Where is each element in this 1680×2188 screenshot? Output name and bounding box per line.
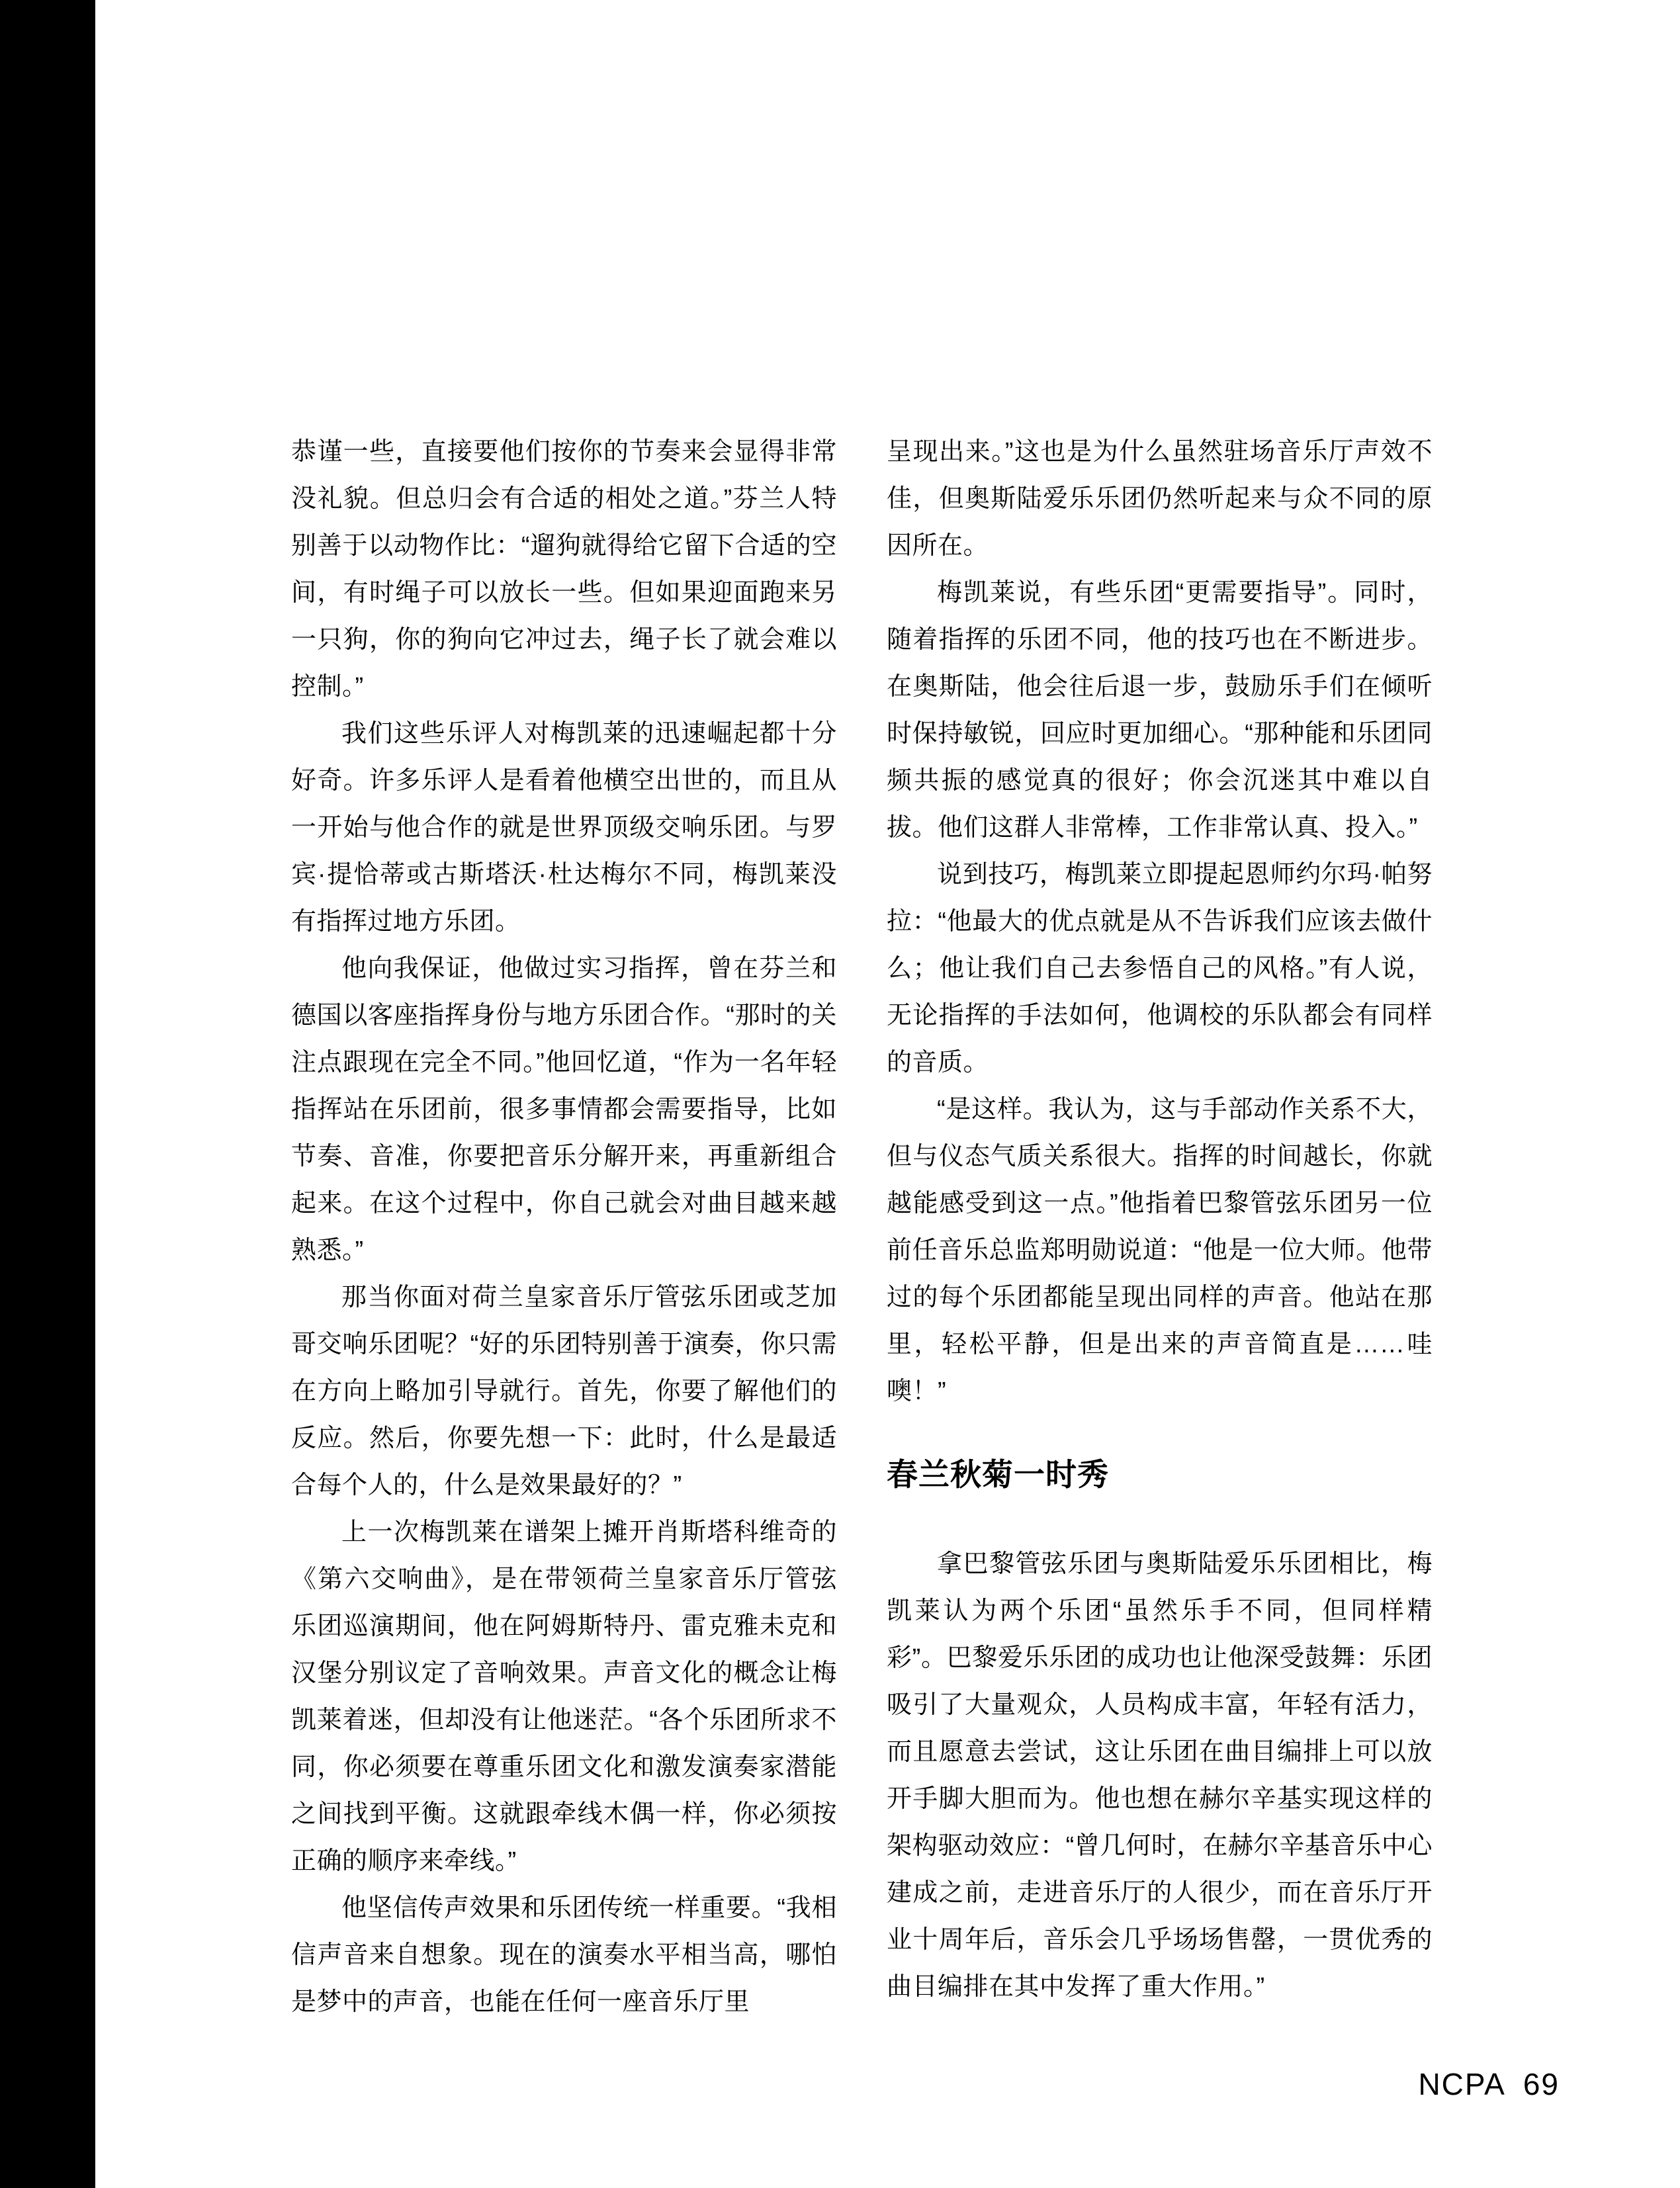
paragraph: 说到技巧，梅凯莱立即提起恩师约尔玛·帕努拉：“他最大的优点就是从不告诉我们应该去做什么；他让我们自己去参悟自己的风格。”有人说，无论指挥的手法如何，他调校的乐队都会有同样的音质。 <box>887 861 1433 1076</box>
paragraph: 我们这些乐评人对梅凯莱的迅速崛起都十分好奇。许多乐评人是看着他横空出世的，而且从一开始与他合作的就是世界顶级交响乐团。与罗宾·提恰蒂或古斯塔沃·杜达梅尔不同，梅凯莱没有指挥过地方乐团。 <box>291 720 837 936</box>
paragraph: 他向我保证，他做过实习指挥，曾在芬兰和德国以客座指挥身份与地方乐团合作。“那时的关注点跟现在完全不同。”他回忆道，“作为一名年轻指挥站在乐团前，很多事情都会需要指导，比如节奏、音准，你要把音乐分解开来，再重新组合起来。在这个过程中，你自己就会对曲目越来越熟悉。” <box>291 955 837 1264</box>
paragraph: 呈现出来。”这也是为什么虽然驻场音乐厅声效不佳，但奥斯陆爱乐乐团仍然听起来与众不同的原因所在。 <box>887 438 1433 560</box>
left-column <box>291 429 837 2026</box>
paragraph: 梅凯莱说，有些乐团“更需要指导”。同时，随着指挥的乐团不同，他的技巧也在不断进步。在奥斯陆，他会往后退一步，鼓励乐手们在倾听时保持敏锐，回应时更加细心。“那种能和乐团同频共振的感觉真的很好；你会沉迷其中难以自拔。他们这群人非常棒，工作非常认真、投入。” <box>887 579 1433 842</box>
paragraph: “是这样。我认为，这与手部动作关系不大，但与仪态气质关系很大。指挥的时间越长，你就越能感受到这一点。”他指着巴黎管弦乐团另一位前任音乐总监郑明勋说道：“他是一位大师。他带过的每个乐团都能呈现出同样的声音。他站在那里，轻松平静，但是出来的声音简直是……哇噢！” <box>887 1096 1433 1405</box>
paragraph: 上一次梅凯莱在谱架上摊开肖斯塔科维奇的《第六交响曲》，是在带领荷兰皇家音乐厅管弦乐团巡演期间，他在阿姆斯特丹、雷克雅未克和汉堡分别议定了音响效果。声音文化的概念让梅凯莱着迷，但却没有让他迷茫。“各个乐团所求不同，你必须要在尊重乐团文化和激发演奏家潜能之间找到平衡。这就跟牵线木偶一样，你必须按正确的顺序来牵线。” <box>291 1518 837 1875</box>
section-heading: 春兰秋菊一时秀 <box>887 1457 1109 1492</box>
paragraph: 那当你面对荷兰皇家音乐厅管弦乐团或芝加哥交响乐团呢？“好的乐团特别善于演奏，你只需在方向上略加引导就行。首先，你要了解他们的反应。然后，你要先想一下：此时，什么是最适合每个人的，什么是效果最好的？” <box>291 1284 837 1499</box>
brand-label: NCPA <box>1418 2067 1506 2101</box>
right-column <box>887 429 1433 2026</box>
page-gutter-black-strip <box>0 0 95 2188</box>
article-body <box>291 429 1433 2026</box>
paragraph: 他坚信传声效果和乐团传统一样重要。“我相信声音来自想象。现在的演奏水平相当高，哪怕是梦中的声音，也能在任何一座音乐厅里 <box>291 1894 837 2016</box>
paragraph: 恭谨一些，直接要他们按你的节奏来会显得非常没礼貌。但总归会有合适的相处之道。”芬兰人特别善于以动物作比：“遛狗就得给它留下合适的空间，有时绳子可以放长一些。但如果迎面跑来另一只狗，你的狗向它冲过去，绳子长了就会难以控制。” <box>291 438 837 701</box>
page-footer <box>1418 2067 1560 2101</box>
page-number: 69 <box>1523 2067 1560 2101</box>
paragraph: 拿巴黎管弦乐团与奥斯陆爱乐乐团相比，梅凯莱认为两个乐团“虽然乐手不同，但同样精彩”。巴黎爱乐乐团的成功也让他深受鼓舞：乐团吸引了大量观众，人员构成丰富，年轻有活力，而且愿意去尝试，这让乐团在曲目编排上可以放开手脚大胆而为。他也想在赫尔辛基实现这样的架构驱动效应：“曾几何时，在赫尔辛基音乐中心建成之前，走进音乐厅的人很少，而在音乐厅开业十周年后，音乐会几乎场场售罄，一贯优秀的曲目编排在其中发挥了重大作用。” <box>887 1550 1433 2001</box>
